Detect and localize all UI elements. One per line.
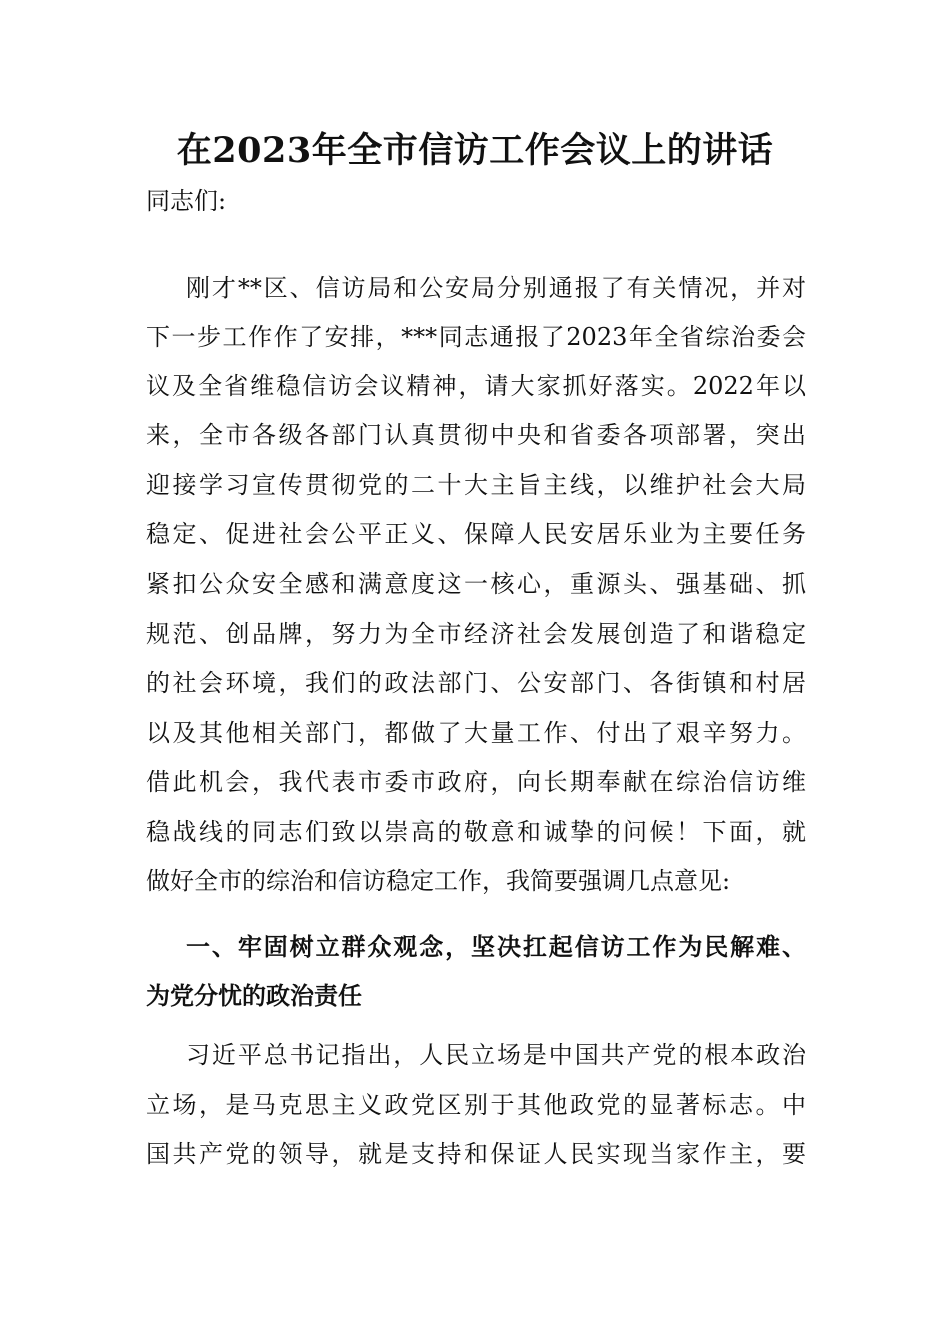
paragraph-line: 下一步工作作了安排，***同志通报了2023年全省综治委会 <box>146 323 806 351</box>
paragraph-line: 的社会环境，我们的政法部门、公安部门、各街镇和村居 <box>146 669 806 697</box>
section-heading-line: 一、牢固树立群众观念，坚决扛起信访工作为民解难、 <box>186 932 806 961</box>
paragraph-line: 立场，是马克思主义政党区别于其他政党的显著标志。中 <box>146 1091 806 1119</box>
paragraph-line: 国共产党的领导，就是支持和保证人民实现当家作主，要 <box>146 1140 806 1168</box>
paragraph-line: 规范、创品牌，努力为全市经济社会发展创造了和谐稳定 <box>146 620 806 648</box>
section-heading-line: 为党分忧的政治责任 <box>146 981 362 1010</box>
paragraph-line: 来，全市各级各部门认真贯彻中央和省委各项部署，突出 <box>146 421 806 449</box>
paragraph-line: 做好全市的综治和信访稳定工作，我简要强调几点意见: <box>146 867 731 895</box>
paragraph-line: 借此机会，我代表市委市政府，向长期奉献在综治信访维 <box>146 768 806 796</box>
paragraph-line: 以及其他相关部门，都做了大量工作、付出了艰辛努力。 <box>146 719 806 747</box>
paragraph-line: 迎接学习宣传贯彻党的二十大主旨主线，以维护社会大局 <box>146 471 806 499</box>
paragraph-line: 稳定、促进社会公平正义、保障人民安居乐业为主要任务 <box>146 520 806 548</box>
paragraph-line: 紧扣公众安全感和满意度这一核心，重源头、强基础、抓 <box>146 570 806 598</box>
document-title: 在2023年全市信访工作会议上的讲话 <box>176 130 774 171</box>
paragraph-line: 议及全省维稳信访会议精神，请大家抓好落实。2022年以 <box>146 372 806 400</box>
salutation: 同志们: <box>146 187 227 215</box>
paragraph-line: 刚才**区、信访局和公安局分别通报了有关情况，并对 <box>186 274 806 302</box>
paragraph-line: 稳战线的同志们致以崇高的敬意和诚挚的问候！下面，就 <box>146 818 806 846</box>
paragraph-line: 习近平总书记指出，人民立场是中国共产党的根本政治 <box>186 1041 806 1069</box>
